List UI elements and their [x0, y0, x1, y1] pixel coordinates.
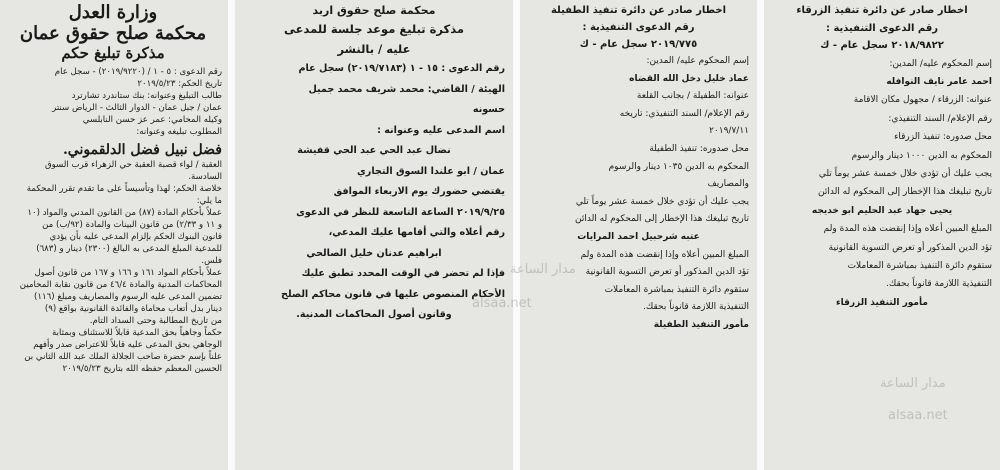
text-line: خلاصة الحكم: لهذا وتأسيساً على ما تقدم تقرر المحكمة: [26, 184, 222, 194]
text-line: وكيله المحامي: عمر عز حسن النابلسي: [82, 115, 222, 125]
text-line: عملاً بأحكام المواد ١٦١ و ١٦٦ و ١٦٧ من قانون أصول: [34, 268, 222, 278]
creditor-name: عتبه شرحبيل احمد المرايات: [577, 231, 700, 242]
text-line: اسم المدعى عليه وعنوانه :: [377, 124, 505, 136]
text-line: تؤد الدين المذكور أو تعرض التسوية القانونية: [585, 267, 749, 278]
defendant-name: فضل نبيل فضل الدلقموني.: [62, 142, 222, 158]
text-line: إسم المحكوم عليه/ المدين:: [646, 56, 749, 66]
court-title: محكمة صلح حقوق اربد: [312, 4, 436, 17]
text-line: علناً بإسم حضرة صاحب الجلالة الملك عبد الله الثاني بن: [24, 352, 222, 362]
text-line: المحكوم به الدين ١٠٣٥ دينار والرسوم: [608, 161, 749, 172]
text-line: الحسين المعظم حفظه الله بتاريخ ٢٠١٩/٥/٢٣: [62, 364, 222, 374]
case-label: رقم الدعوى التنفيذية :: [825, 22, 939, 34]
irbid-hearing-notice: [235, 0, 513, 470]
case-number: ٢٠١٩/٧٧٥ سجل عام - ك: [579, 39, 698, 50]
watermark: alsaa.net: [472, 296, 532, 311]
text-line: الأحكام المنصوص عليها في قانون محاكم الصلح: [281, 288, 505, 300]
amman-judgment-notice: [0, 0, 228, 470]
text-line: التنفيذية اللازمة قانوناً بحقك.: [886, 279, 992, 290]
judge-line: حسونه: [472, 104, 505, 115]
text-line: للمدعية المبلغ المدعى به البالغ (٢٣٠٠) دينار و (٦٨٣): [36, 244, 222, 254]
text-line: محل صدوره: تنفيذ الزرقاء: [894, 132, 992, 143]
text-line: قانون البنوك الحكم بإلزام المدعى عليه بأن يؤدي: [49, 232, 222, 242]
text-line: ستقوم دائرة التنفيذ بمباشرة المعاملات: [604, 284, 749, 295]
text-line: و ١١ و ٢/٣٣) من قانون البينات والمادة (٩٢/ب) من: [42, 220, 222, 230]
text-line: عملاً بأحكام المادة (٨٧) من القانون المدني والمواد (١٠: [27, 208, 222, 218]
notice-title: مذكرة تبليغ موعد جلسة للمدعى: [283, 22, 464, 36]
signature: مأمور التنفيذ الزرقاء: [836, 297, 928, 308]
text-line: يجب عليك أن تؤدي خلال خمسة عشر يوماً تلي: [575, 196, 749, 207]
notice-subtitle: عليه / بالنشر: [337, 42, 411, 56]
defendant-address: عمان / ابو علندا السوق التجاري: [357, 165, 505, 177]
text-line: عنوانه: الطفيلة / بجانب القلعة: [636, 91, 749, 102]
text-line: العقبة / لواء قصبة العقبة حي الزهراء قرب السوق: [44, 160, 222, 170]
tafila-execution-notice: [520, 0, 757, 470]
text-line: رقم أعلاه والتي أقامها عليك المدعي،: [328, 227, 505, 238]
text-line: المبلغ المبين أعلاه وإذا إنقضت هذه المدة ولم: [580, 249, 749, 260]
text-line: التنفيذية اللازمة قانوناً بحقك.: [643, 302, 749, 313]
text-line: من تاريخ المطالبة وحتى السداد التام.: [89, 316, 222, 326]
text-line: السادسة.: [188, 172, 222, 182]
text-line: إسم المحكوم عليه/ المدين:: [889, 58, 992, 69]
ministry-title: وزارة العدل: [68, 2, 158, 23]
text-line: طالب التبليغ وعنوانه: بنك ستاندرد تشارترد: [71, 91, 222, 101]
text-line: تاريخ تبليغك هذا الإخطار إلى المحكوم له الدائن: [818, 187, 992, 198]
text-line: المحكوم به الدين ١٠٠٠ دينار والرسوم: [851, 150, 992, 161]
text-line: رقم الدعوى : ٥ - ١ / (٢٠١٩/٩٢٢٠) - سجل عام: [54, 67, 222, 77]
text-line: فإذا لم تحضر في الوقت المحدد تطبق عليك: [301, 268, 505, 279]
text-line: تؤد الدين المذكور أو تعرض التسوية القانونية: [828, 242, 992, 253]
text-line: عنوانه: الزرقاء / مجهول مكان الاقامة: [853, 95, 992, 106]
text-line: ما يلي:: [196, 196, 222, 206]
text-line: تضمين المدعى عليه الرسوم والمصاريف ومبلغ (١١٦): [34, 292, 222, 302]
notice-title: اخطار صادر عن دائرة تنفيذ الزرقاء: [796, 5, 968, 16]
creditor-name: يحيى جهاد عبد الحليم ابو خديجه: [811, 205, 953, 216]
notice-title: اخطار صادر عن دائرة تنفيذ الطفيلة: [550, 5, 727, 16]
text-line: وقانون أصول المحاكمات المدنية.: [296, 309, 452, 320]
plaintiff-name: ابراهيم عدنان خليل الصالحي: [306, 247, 442, 259]
text-line: الوجاهي بحق المدعى عليه قابلاً للاعتراض صدر وأفهم: [33, 340, 222, 350]
notice-title: مذكرة تبليغ حكم: [61, 44, 165, 62]
column-divider: [513, 0, 520, 470]
debtor-name: احمد عامر نايف النوافله: [886, 76, 992, 87]
text-line: رقم الإعلام/ السند التنفيذي:: [888, 113, 992, 124]
case-number: ٢٠١٨/٩٨٢٢ سجل عام - ك: [820, 40, 944, 51]
watermark: مدار الساعة: [880, 376, 946, 391]
text-line: تاريخ تبليغك هذا الإخطار إلى المحكوم له الدائن: [575, 214, 749, 225]
text-line: يقتضي حضورك يوم الاربعاء الموافق: [333, 186, 505, 197]
judge-line: الهيئة / القاضي: محمد شريف محمد جميل: [308, 83, 505, 95]
text-line: فلس.: [201, 256, 222, 266]
watermark: alsaa.net: [888, 408, 948, 423]
column-divider: [757, 0, 764, 470]
text-line: عمان / جبل عمان - الدوار الثالث - الرياض سنتر: [52, 103, 222, 113]
text-line: المطلوب تبليغه وعنوانه:: [136, 127, 222, 137]
column-divider: [228, 0, 235, 470]
text-line: المبلغ المبين أعلاه وإذا إنقضت هذه المدة ولم: [823, 224, 992, 235]
text-line: رقم الإعلام/ السند التنفيذي: تاريخه: [619, 108, 749, 119]
text-line: والمصاريف: [707, 179, 749, 190]
defendant-name: نضال عبد الحي عبد الحي قفيشة: [297, 145, 451, 156]
zarqa-execution-notice: [764, 0, 1000, 470]
signature: مأمور التنفيذ الطفيلة: [653, 319, 749, 330]
text-line: حكماً وجاهياً بحق المدعية قابلاً للاستئناف وبمثابة: [52, 328, 222, 338]
text-line: تاريخ الحكم: ٢٠١٩/٥/٢٣: [137, 79, 222, 89]
watermark: مدار الساعة: [510, 262, 576, 277]
text-line: يجب عليك أن تؤدي خلال خمسة عشر يوماً تلي: [818, 168, 992, 179]
case-number: رقم الدعوى : ١٥ - ١ (٢٠١٩/٧١٨٣) سجل عام: [298, 63, 505, 74]
text-line: المحاكمات المدنية والمادة ٤٦/٤ من قانون نقابة المحامين: [19, 280, 222, 290]
court-title: محكمة صلح حقوق عمان: [19, 23, 207, 44]
text-line: محل صدوره: تنفيذ الطفيلة: [649, 143, 749, 154]
text-line: ٢٠١٩/٩/٢٥ الساعة التاسعة للنظر في الدعوى: [296, 206, 505, 218]
case-label: رقم الدعوى التنفيذية :: [582, 22, 695, 33]
text-line: ٢٠١٩/٧/١١: [709, 126, 749, 137]
text-line: ستقوم دائرة التنفيذ بمباشرة المعاملات: [847, 260, 992, 271]
debtor-name: عماد خليل دخل الله القضاه: [629, 73, 749, 84]
text-line: دينار بدل أتعاب محاماة والفائدة القانونية بواقع (٩): [44, 304, 222, 314]
